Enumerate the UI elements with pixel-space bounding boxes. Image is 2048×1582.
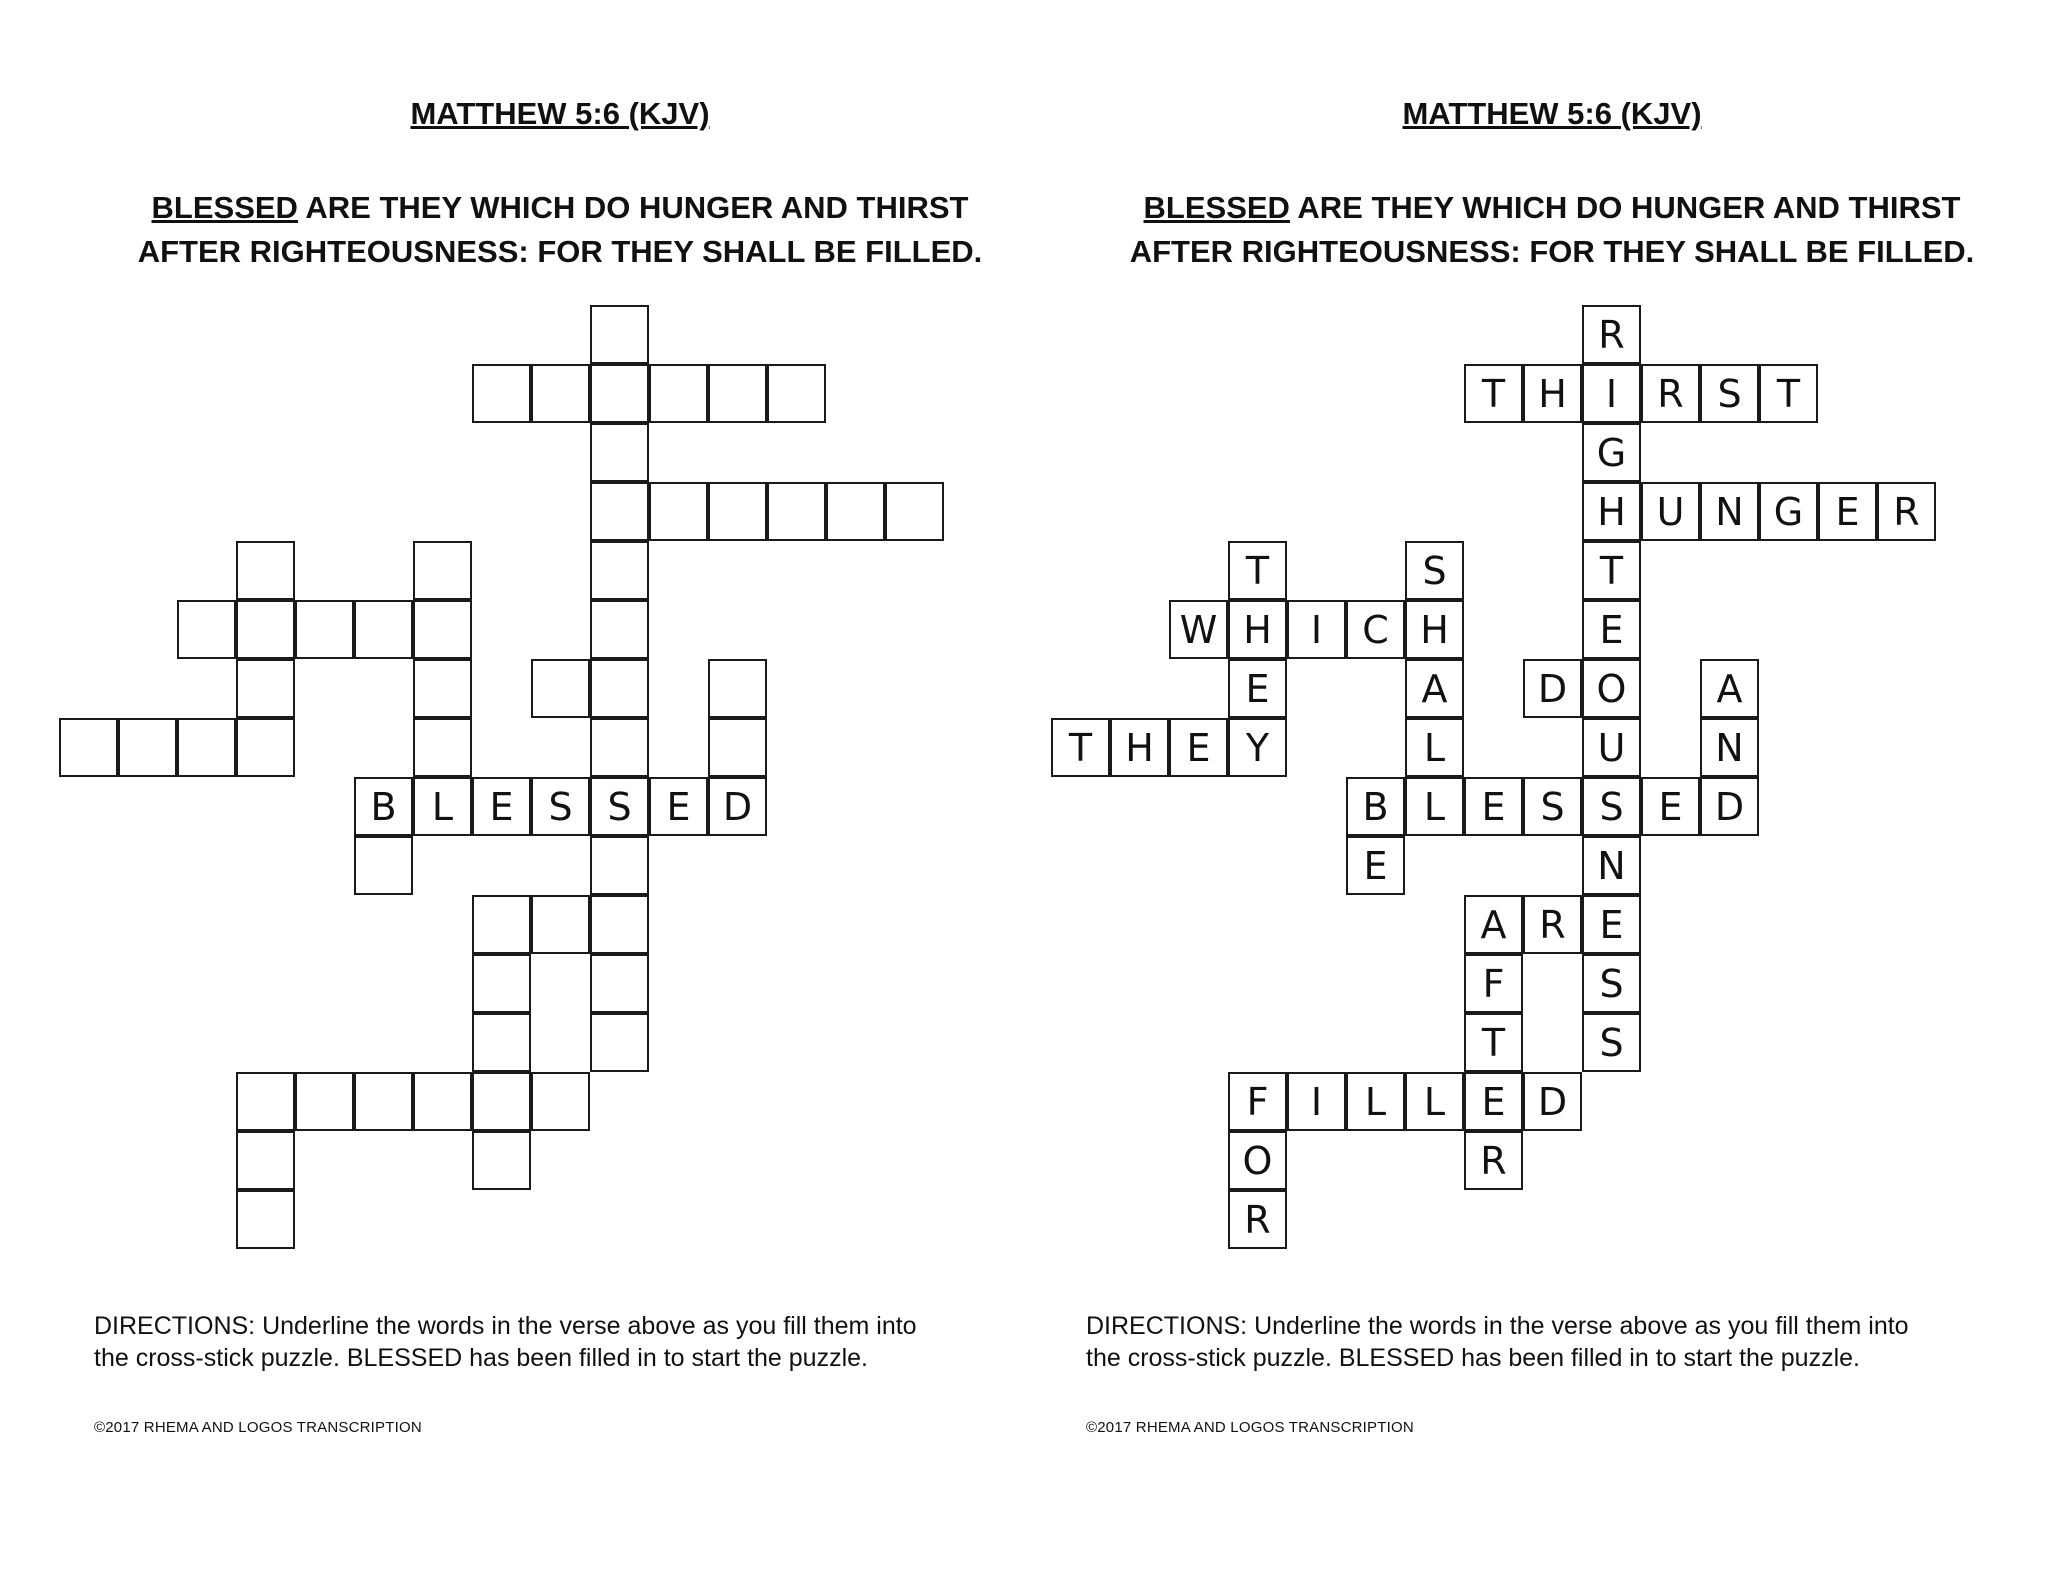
crossword-cell: H [1110, 718, 1169, 777]
crossword-cell[interactable] [590, 305, 649, 364]
crossword-cell[interactable] [531, 364, 590, 423]
crossword-cell[interactable] [472, 364, 531, 423]
crossword-cell[interactable] [649, 482, 708, 541]
crossword-cell[interactable] [590, 364, 649, 423]
crossword-cell: H [1523, 364, 1582, 423]
crossword-cell: L [1405, 718, 1464, 777]
crossword-cell[interactable] [236, 541, 295, 600]
verse-line-1-rest: ARE THEY WHICH DO HUNGER AND THIRST [1289, 190, 1961, 225]
crossword-cell[interactable] [177, 600, 236, 659]
crossword-cell[interactable]: E [649, 777, 708, 836]
verse-line-2: AFTER RIGHTEOUSNESS: FOR THEY SHALL BE FILLED. [137, 234, 983, 269]
crossword-cell[interactable] [590, 423, 649, 482]
crossword-cell[interactable] [236, 718, 295, 777]
crossword-cell[interactable] [413, 600, 472, 659]
crossword-cell[interactable] [413, 659, 472, 718]
crossword-cell: E [1169, 718, 1228, 777]
crossword-cell[interactable] [59, 718, 118, 777]
crossword-cell[interactable] [118, 718, 177, 777]
crossword-cell[interactable] [295, 600, 354, 659]
page-title: MATTHEW 5:6 (KJV) [410, 96, 710, 131]
crossword-cell[interactable] [295, 1072, 354, 1131]
crossword-cell[interactable] [531, 895, 590, 954]
directions-line-1: DIRECTIONS: Underline the words in the verse above as you fill them into [94, 1312, 917, 1340]
crossword-cell: S [1700, 364, 1759, 423]
crossword-grid-answer-key [1052, 0, 2048, 1300]
crossword-cell: Y [1228, 718, 1287, 777]
verse-line-2: AFTER RIGHTEOUSNESS: FOR THEY SHALL BE FILLED. [1129, 234, 1975, 269]
crossword-cell[interactable] [826, 482, 885, 541]
crossword-cell[interactable] [413, 1072, 472, 1131]
crossword-cell: L [1405, 1072, 1464, 1131]
crossword-grid-blank [60, 0, 1060, 1300]
crossword-cell: N [1582, 836, 1641, 895]
crossword-cell: A [1464, 895, 1523, 954]
page-title: MATTHEW 5:6 (KJV) [1402, 96, 1702, 131]
crossword-cell: T [1228, 541, 1287, 600]
crossword-cell: E [1582, 600, 1641, 659]
crossword-cell: T [1464, 364, 1523, 423]
directions [94, 1310, 1034, 1374]
crossword-cell[interactable] [472, 1072, 531, 1131]
crossword-cell: E [1582, 895, 1641, 954]
crossword-cell: S [1405, 541, 1464, 600]
crossword-cell[interactable] [177, 718, 236, 777]
crossword-cell: E [1464, 777, 1523, 836]
crossword-cell: S [1523, 777, 1582, 836]
crossword-cell[interactable] [531, 659, 590, 718]
crossword-cell[interactable] [590, 659, 649, 718]
crossword-cell[interactable] [708, 364, 767, 423]
crossword-cell[interactable] [885, 482, 944, 541]
crossword-cell: L [1405, 777, 1464, 836]
crossword-cell: A [1700, 659, 1759, 718]
crossword-cell: C [1346, 600, 1405, 659]
crossword-cell: E [1228, 659, 1287, 718]
crossword-cell: S [1582, 954, 1641, 1013]
crossword-cell[interactable] [472, 895, 531, 954]
crossword-cell[interactable] [236, 1131, 295, 1190]
crossword-cell[interactable] [590, 1013, 649, 1072]
crossword-cell[interactable] [590, 718, 649, 777]
crossword-cell[interactable] [472, 954, 531, 1013]
crossword-cell: U [1641, 482, 1700, 541]
crossword-cell: I [1582, 364, 1641, 423]
crossword-cell[interactable]: D [708, 777, 767, 836]
crossword-cell: A [1405, 659, 1464, 718]
crossword-cell: N [1700, 718, 1759, 777]
crossword-cell[interactable] [708, 659, 767, 718]
crossword-cell: N [1700, 482, 1759, 541]
crossword-cell: B [1346, 777, 1405, 836]
directions-line-2: the cross-stick puzzle. BLESSED has been filled in to start the puzzle. [94, 1344, 868, 1372]
crossword-cell[interactable] [708, 482, 767, 541]
crossword-cell: F [1228, 1072, 1287, 1131]
crossword-cell: G [1582, 423, 1641, 482]
crossword-cell: O [1228, 1131, 1287, 1190]
crossword-cell: T [1582, 541, 1641, 600]
crossword-cell: F [1464, 954, 1523, 1013]
crossword-cell[interactable] [767, 482, 826, 541]
crossword-cell[interactable] [590, 541, 649, 600]
crossword-cell[interactable] [767, 364, 826, 423]
crossword-cell: E [1818, 482, 1877, 541]
verse-first-word: BLESSED [151, 190, 298, 225]
directions-line-1: DIRECTIONS: Underline the words in the verse above as you fill them into [1086, 1312, 1909, 1340]
crossword-cell[interactable] [590, 836, 649, 895]
crossword-cell[interactable] [590, 895, 649, 954]
verse-first-word: BLESSED [1143, 190, 1290, 225]
crossword-cell[interactable] [531, 1072, 590, 1131]
crossword-cell[interactable] [413, 541, 472, 600]
directions [1086, 1310, 2026, 1374]
crossword-cell[interactable] [590, 600, 649, 659]
crossword-cell: R [1523, 895, 1582, 954]
crossword-cell: I [1287, 1072, 1346, 1131]
crossword-cell: T [1759, 364, 1818, 423]
copyright: ©2017 RHEMA AND LOGOS TRANSCRIPTION [94, 1419, 422, 1436]
crossword-cell: S [1582, 777, 1641, 836]
crossword-cell[interactable]: B [354, 777, 413, 836]
crossword-cell[interactable] [236, 1072, 295, 1131]
crossword-cell: H [1228, 600, 1287, 659]
crossword-cell: I [1287, 600, 1346, 659]
crossword-cell[interactable] [354, 600, 413, 659]
blank-puzzle-panel [60, 0, 1060, 1582]
crossword-cell[interactable] [236, 659, 295, 718]
crossword-cell: G [1759, 482, 1818, 541]
crossword-cell[interactable] [236, 1190, 295, 1249]
crossword-cell: T [1051, 718, 1110, 777]
crossword-cell: E [1464, 1072, 1523, 1131]
crossword-cell[interactable] [590, 954, 649, 1013]
crossword-cell: D [1523, 659, 1582, 718]
crossword-cell[interactable] [590, 482, 649, 541]
crossword-cell[interactable]: L [413, 777, 472, 836]
crossword-cell: D [1700, 777, 1759, 836]
crossword-cell: R [1877, 482, 1936, 541]
crossword-cell: L [1346, 1072, 1405, 1131]
crossword-cell[interactable]: S [531, 777, 590, 836]
crossword-cell[interactable] [649, 364, 708, 423]
crossword-cell[interactable] [236, 600, 295, 659]
crossword-cell: U [1582, 718, 1641, 777]
crossword-cell: H [1405, 600, 1464, 659]
crossword-cell: R [1641, 364, 1700, 423]
answer-key-panel [1052, 0, 2048, 1582]
crossword-cell: R [1582, 305, 1641, 364]
crossword-cell: S [1582, 1013, 1641, 1072]
copyright: ©2017 RHEMA AND LOGOS TRANSCRIPTION [1086, 1419, 1414, 1436]
crossword-cell[interactable] [354, 1072, 413, 1131]
crossword-cell[interactable] [354, 836, 413, 895]
crossword-cell: E [1346, 836, 1405, 895]
crossword-cell[interactable] [472, 1013, 531, 1072]
crossword-cell: T [1464, 1013, 1523, 1072]
crossword-cell[interactable]: E [472, 777, 531, 836]
crossword-cell[interactable] [413, 718, 472, 777]
directions-line-2: the cross-stick puzzle. BLESSED has been filled in to start the puzzle. [1086, 1344, 1860, 1372]
crossword-cell: E [1641, 777, 1700, 836]
crossword-cell[interactable] [708, 718, 767, 777]
crossword-cell[interactable] [472, 1131, 531, 1190]
crossword-cell: W [1169, 600, 1228, 659]
crossword-cell[interactable]: S [590, 777, 649, 836]
crossword-cell: D [1523, 1072, 1582, 1131]
verse-line-1-rest: ARE THEY WHICH DO HUNGER AND THIRST [297, 190, 969, 225]
crossword-cell: R [1464, 1131, 1523, 1190]
crossword-cell: H [1582, 482, 1641, 541]
crossword-cell: R [1228, 1190, 1287, 1249]
crossword-cell: O [1582, 659, 1641, 718]
